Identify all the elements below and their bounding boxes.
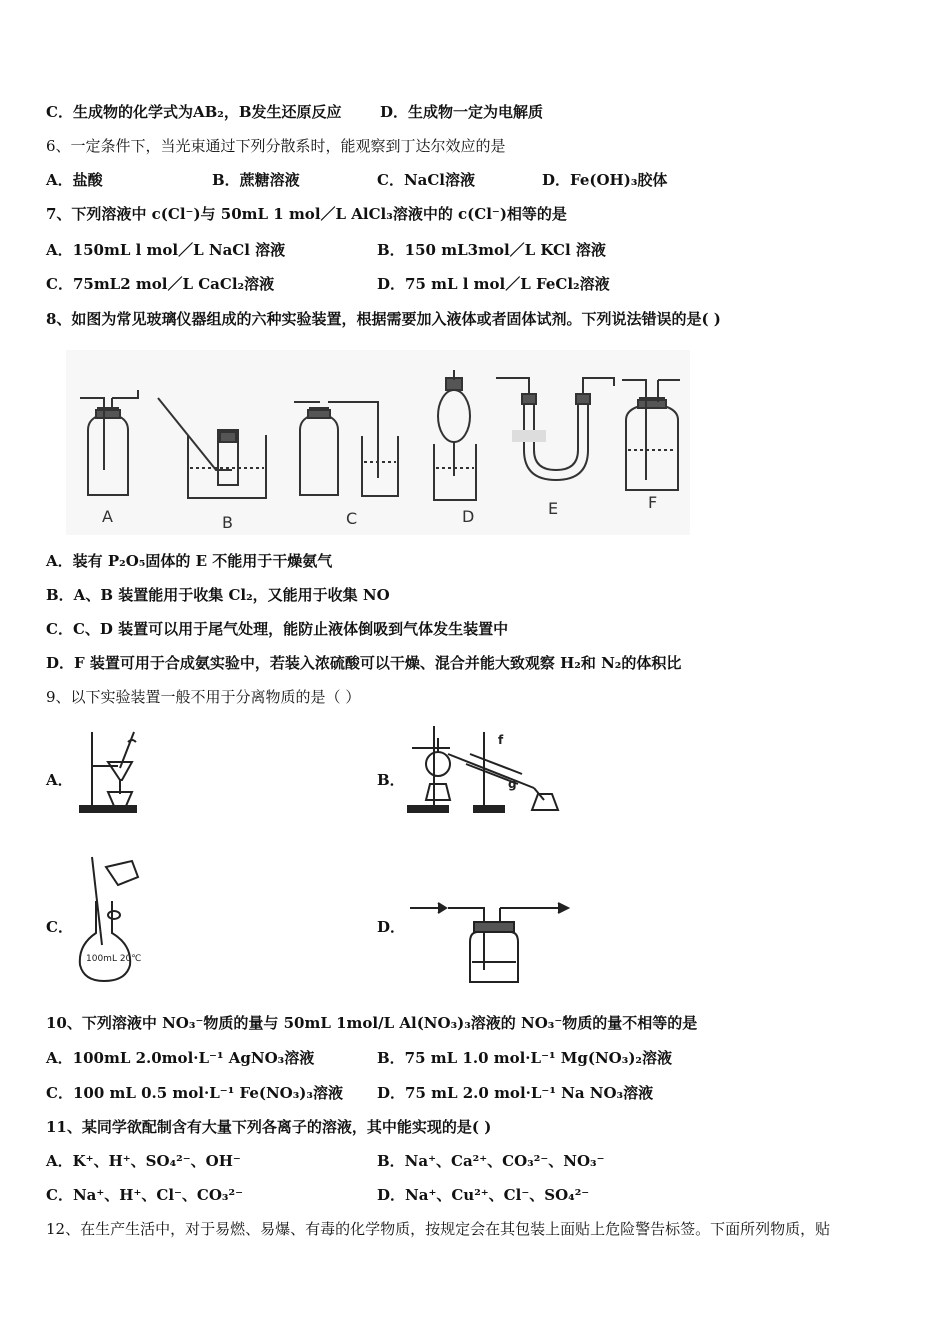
q8-fig-label-c: C bbox=[346, 509, 358, 528]
q7-option-d: D．75 mL l mol／L FeCl₂溶液 bbox=[377, 275, 610, 293]
q8-option-d: D．F 装置可用于合成氨实验中，若装入浓硫酸可以干燥、混合并能大致观察 H₂和 N₂的体积比 bbox=[46, 654, 682, 672]
q9-option-b: B． bbox=[377, 771, 405, 789]
q9-option-a: A． bbox=[46, 771, 73, 789]
q5-option-d: D．生成物一定为电解质 bbox=[380, 103, 544, 121]
q9-fig-d-gas-washing-bottle bbox=[408, 898, 576, 988]
q7-option-b: B．150 mL3mol／L KCl 溶液 bbox=[377, 241, 606, 259]
q8-fig-label-f: F bbox=[648, 493, 658, 512]
q11-option-b: B．Na⁺、Ca²⁺、CO₃²⁻、NO₃⁻ bbox=[377, 1152, 605, 1170]
q10-option-d: D．75 mL 2.0 mol·L⁻¹ Na NO₃溶液 bbox=[377, 1084, 654, 1102]
q6-option-c: C．NaCl溶液 bbox=[377, 171, 476, 189]
q8-stem: 8、如图为常见玻璃仪器组成的六种实验装置，根据需要加入液体或者固体试剂。下列说法错误的是( ) bbox=[46, 310, 721, 328]
q12-stem: 12、在生产生活中，对于易燃、易爆、有毒的化学物质，按规定会在其包装上面贴上危险警告标签。下面所列物质，贴 bbox=[46, 1220, 831, 1238]
q9-fig-c-volumetric-flask bbox=[74, 853, 148, 985]
q10-stem: 10、下列溶液中 NO₃⁻物质的量与 50mL 1mol/L Al(NO₃)₃溶液的 NO₃⁻物质的量不相等的是 bbox=[46, 1014, 698, 1032]
q5-option-c: C．生成物的化学式为AB₂，B发生还原反应 bbox=[46, 103, 342, 121]
q9-fig-b-label-g: g bbox=[508, 777, 517, 791]
q10-option-c: C．100 mL 0.5 mol·L⁻¹ Fe(NO₃)₃溶液 bbox=[46, 1084, 343, 1102]
q6-stem: 6、一定条件下，当光束通过下列分散系时，能观察到丁达尔效应的是 bbox=[46, 137, 506, 155]
q8-fig-label-e: E bbox=[548, 499, 559, 518]
q7-option-c: C．75mL2 mol／L CaCl₂溶液 bbox=[46, 275, 275, 293]
q9-fig-a-filtration bbox=[74, 728, 154, 816]
q8-fig-label-a: A bbox=[102, 507, 113, 526]
q6-option-d: D．Fe(OH)₃胶体 bbox=[542, 171, 668, 189]
q9-option-d: D． bbox=[377, 918, 406, 936]
q9-stem: 9、以下实验装置一般不用于分离物质的是（ ） bbox=[46, 688, 361, 706]
q8-apparatus-figure bbox=[66, 350, 690, 535]
q9-fig-b-label-f: f bbox=[498, 733, 504, 747]
q9-fig-c-flask-label: 100mL 20℃ bbox=[86, 954, 142, 964]
q11-option-d: D．Na⁺、Cu²⁺、Cl⁻、SO₄²⁻ bbox=[377, 1186, 590, 1204]
q10-option-b: B．75 mL 1.0 mol·L⁻¹ Mg(NO₃)₂溶液 bbox=[377, 1049, 672, 1067]
q10-option-a: A．100mL 2.0mol·L⁻¹ AgNO₃溶液 bbox=[46, 1049, 315, 1067]
q11-option-c: C．Na⁺、H⁺、Cl⁻、CO₃²⁻ bbox=[46, 1186, 243, 1204]
q6-option-a: A．盐酸 bbox=[46, 171, 103, 189]
q8-fig-label-b: B bbox=[222, 513, 233, 532]
q7-option-a: A．150mL l mol／L NaCl 溶液 bbox=[46, 241, 286, 259]
q8-fig-label-d: D bbox=[462, 507, 475, 526]
q11-stem: 11、某同学欲配制含有大量下列各离子的溶液，其中能实现的是( ) bbox=[46, 1118, 492, 1136]
q9-fig-b-distillation bbox=[404, 722, 564, 814]
q11-option-a: A．K⁺、H⁺、SO₄²⁻、OH⁻ bbox=[46, 1152, 241, 1170]
q8-option-c: C．C、D 装置可以用于尾气处理，能防止液体倒吸到气体发生装置中 bbox=[46, 620, 509, 638]
q8-option-b: B．A、B 装置能用于收集 Cl₂，又能用于收集 NO bbox=[46, 586, 390, 604]
q9-option-c: C． bbox=[46, 918, 73, 936]
q6-option-b: B．蔗糖溶液 bbox=[212, 171, 300, 189]
q8-option-a: A．装有 P₂O₅固体的 E 不能用于干燥氨气 bbox=[46, 552, 333, 570]
q7-stem: 7、下列溶液中 c(Cl⁻)与 50mL 1 mol／L AlCl₃溶液中的 c(Cl⁻)相等的是 bbox=[46, 205, 567, 223]
